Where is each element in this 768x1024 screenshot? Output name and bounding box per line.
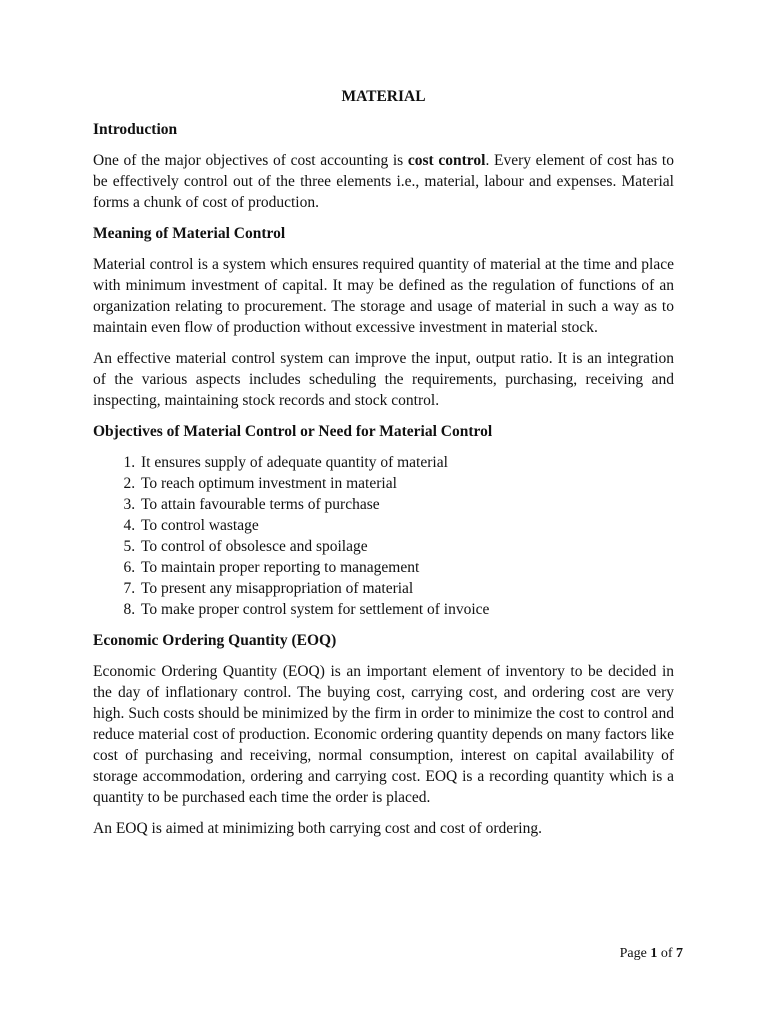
list-item: 8. To make proper control system for settlement of invoice — [139, 599, 674, 620]
document-title: MATERIAL — [341, 88, 426, 105]
eoq-heading: Economic Ordering Quantity (EOQ) — [93, 632, 337, 649]
meaning-paragraph-1: Material control is a system which ensures required quantity of material at the time and place with minimum investment of capital. It may be defined as the regulation of functions of an organization relating to procurement. The storage and usage of material in such a way as to maintain even flow of production without excessive investment in material stock. — [93, 256, 674, 336]
page-content — [93, 86, 674, 849]
list-item: 7. To present any misappropriation of material — [139, 578, 674, 599]
introduction-heading: Introduction — [93, 121, 178, 138]
objectives-heading: Objectives of Material Control or Need for Material Control — [93, 423, 493, 440]
introduction-paragraph — [93, 150, 674, 213]
page-label: Page — [619, 946, 647, 961]
intro-text-start: One of the major objectives of cost accounting is — [93, 152, 408, 169]
list-item: 5. To control of obsolesce and spoilage — [139, 536, 674, 557]
objectives-list — [93, 452, 674, 620]
intro-bold-term: cost control — [407, 152, 486, 169]
page-number-footer — [593, 946, 683, 962]
intro-text-end: . Every element of cost has to be effectively control out of the three elements i.e., material, labour and expenses. Material forms a chunk of cost of production. — [93, 152, 674, 211]
eoq-paragraph-2: An EOQ is aimed at minimizing both carrying cost and cost of ordering. — [93, 820, 542, 837]
meaning-heading: Meaning of Material Control — [93, 225, 286, 242]
eoq-paragraph-1: Economic Ordering Quantity (EOQ) is an important element of inventory to be decided in the day of inflationary control. The buying cost, carrying cost, and ordering cost are very high. Such costs should be minimized by the firm in order to minimize the cost to control and reduce material cost of production. Economic ordering quantity depends on many factors like cost of purchasing and receiving, normal consumption, interest on capital availability of storage accommodation, ordering and carrying cost. EOQ is a recording quantity which is a quantity to be purchased each time the order is placed. — [93, 663, 674, 806]
total-pages-number: 7 — [676, 946, 683, 961]
meaning-paragraph-2: An effective material control system can improve the input, output ratio. It is an integration of the various aspects includes scheduling the requirements, purchasing, receiving and inspecting, maintaining stock records and stock control. — [93, 350, 674, 409]
current-page-number: 1 — [650, 946, 658, 961]
list-item: 2. To reach optimum investment in material — [139, 473, 674, 494]
list-item: 6. To maintain proper reporting to management — [139, 557, 674, 578]
list-item: 3. To attain favourable terms of purchase — [139, 494, 674, 515]
of-label: of — [660, 946, 673, 961]
list-item: 4. To control wastage — [139, 515, 674, 536]
list-item: 1. It ensures supply of adequate quantity of material — [139, 452, 674, 473]
